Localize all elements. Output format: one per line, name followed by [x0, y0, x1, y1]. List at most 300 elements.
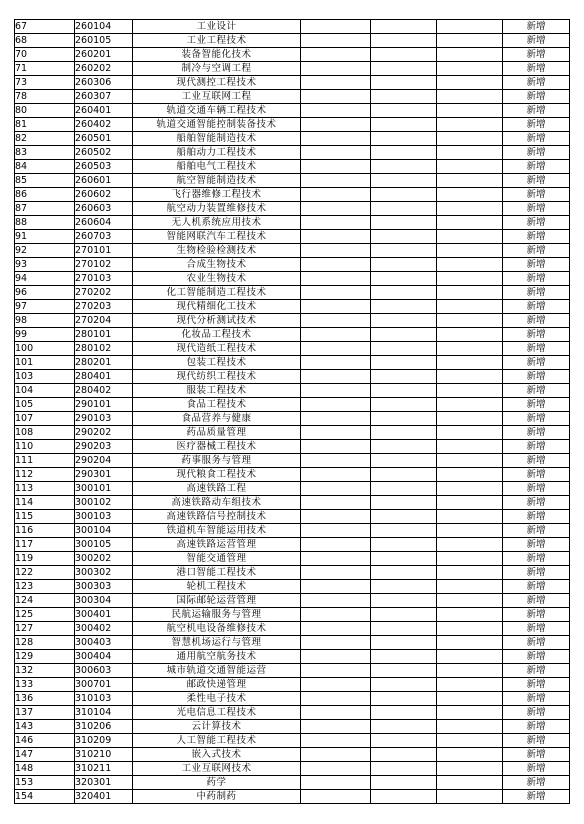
table-row [15, 328, 570, 342]
table-row [15, 650, 570, 664]
status-cell: 新增 [503, 650, 570, 664]
major-name-cell: 船舶电气工程技术 [133, 160, 301, 174]
empty-cell [301, 454, 371, 468]
empty-cell [371, 622, 437, 636]
empty-cell [437, 594, 503, 608]
empty-cell [301, 482, 371, 496]
row-number-cell: 101 [15, 356, 75, 370]
table-body [15, 20, 570, 804]
empty-cell [437, 160, 503, 174]
status-cell: 新增 [503, 370, 570, 384]
empty-cell [437, 118, 503, 132]
status-cell: 新增 [503, 776, 570, 790]
major-code-cell: 260401 [75, 104, 133, 118]
empty-cell [301, 790, 371, 804]
major-code-cell: 260601 [75, 174, 133, 188]
empty-cell [371, 90, 437, 104]
major-name-cell: 嵌入式技术 [133, 748, 301, 762]
major-name-cell: 高速铁路运营管理 [133, 538, 301, 552]
row-number-cell: 116 [15, 524, 75, 538]
empty-cell [437, 370, 503, 384]
major-code-cell: 260501 [75, 132, 133, 146]
status-cell: 新增 [503, 76, 570, 90]
status-cell: 新增 [503, 496, 570, 510]
status-cell: 新增 [503, 622, 570, 636]
major-name-cell: 服装工程技术 [133, 384, 301, 398]
empty-cell [371, 538, 437, 552]
major-name-cell: 工业互联网技术 [133, 762, 301, 776]
table-row [15, 762, 570, 776]
status-cell: 新增 [503, 34, 570, 48]
empty-cell [371, 678, 437, 692]
empty-cell [301, 132, 371, 146]
empty-cell [437, 202, 503, 216]
empty-cell [437, 692, 503, 706]
major-name-cell: 化妆品工程技术 [133, 328, 301, 342]
row-number-cell: 82 [15, 132, 75, 146]
table-row [15, 482, 570, 496]
row-number-cell: 67 [15, 20, 75, 34]
major-name-cell: 轨道交通智能控制装备技术 [133, 118, 301, 132]
empty-cell [301, 258, 371, 272]
status-cell: 新增 [503, 426, 570, 440]
major-name-cell: 航空智能制造技术 [133, 174, 301, 188]
empty-cell [437, 482, 503, 496]
row-number-cell: 108 [15, 426, 75, 440]
empty-cell [371, 328, 437, 342]
empty-cell [371, 48, 437, 62]
status-cell: 新增 [503, 90, 570, 104]
major-code-cell: 260202 [75, 62, 133, 76]
major-name-cell: 高速铁路工程 [133, 482, 301, 496]
major-code-cell: 260105 [75, 34, 133, 48]
major-name-cell: 医疗器械工程技术 [133, 440, 301, 454]
empty-cell [371, 174, 437, 188]
empty-cell [437, 552, 503, 566]
status-cell: 新增 [503, 230, 570, 244]
status-cell: 新增 [503, 720, 570, 734]
empty-cell [437, 496, 503, 510]
empty-cell [437, 776, 503, 790]
major-name-cell: 航空动力装置维修技术 [133, 202, 301, 216]
empty-cell [437, 706, 503, 720]
empty-cell [437, 328, 503, 342]
empty-cell [301, 650, 371, 664]
row-number-cell: 81 [15, 118, 75, 132]
empty-cell [371, 510, 437, 524]
empty-cell [437, 146, 503, 160]
empty-cell [437, 720, 503, 734]
empty-cell [301, 328, 371, 342]
empty-cell [371, 552, 437, 566]
status-cell: 新增 [503, 342, 570, 356]
table-row [15, 580, 570, 594]
status-cell: 新增 [503, 748, 570, 762]
table-row [15, 412, 570, 426]
major-code-cell: 280102 [75, 342, 133, 356]
major-code-cell: 300202 [75, 552, 133, 566]
empty-cell [437, 426, 503, 440]
status-cell: 新增 [503, 412, 570, 426]
empty-cell [301, 370, 371, 384]
row-number-cell: 117 [15, 538, 75, 552]
empty-cell [437, 734, 503, 748]
row-number-cell: 94 [15, 272, 75, 286]
empty-cell [371, 342, 437, 356]
empty-cell [371, 216, 437, 230]
major-name-cell: 药事服务与管理 [133, 454, 301, 468]
empty-cell [371, 580, 437, 594]
empty-cell [371, 244, 437, 258]
major-name-cell: 化工智能制造工程技术 [133, 286, 301, 300]
empty-cell [371, 398, 437, 412]
status-cell: 新增 [503, 300, 570, 314]
major-code-cell: 280201 [75, 356, 133, 370]
table-row [15, 216, 570, 230]
empty-cell [437, 188, 503, 202]
major-code-cell: 260306 [75, 76, 133, 90]
major-code-cell: 280402 [75, 384, 133, 398]
major-code-cell: 300403 [75, 636, 133, 650]
status-cell: 新增 [503, 384, 570, 398]
empty-cell [371, 384, 437, 398]
empty-cell [301, 398, 371, 412]
major-code-cell: 300304 [75, 594, 133, 608]
empty-cell [371, 300, 437, 314]
empty-cell [371, 524, 437, 538]
empty-cell [437, 454, 503, 468]
empty-cell [301, 118, 371, 132]
major-code-cell: 270203 [75, 300, 133, 314]
empty-cell [437, 272, 503, 286]
table-row [15, 552, 570, 566]
major-name-cell: 铁道机车智能运用技术 [133, 524, 301, 538]
major-code-cell: 290301 [75, 468, 133, 482]
major-name-cell: 工业互联网工程 [133, 90, 301, 104]
major-code-cell: 280401 [75, 370, 133, 384]
empty-cell [437, 440, 503, 454]
empty-cell [301, 76, 371, 90]
major-code-cell: 270101 [75, 244, 133, 258]
row-number-cell: 119 [15, 552, 75, 566]
row-number-cell: 153 [15, 776, 75, 790]
empty-cell [301, 62, 371, 76]
major-name-cell: 智能交通管理 [133, 552, 301, 566]
status-cell: 新增 [503, 636, 570, 650]
major-name-cell: 船舶动力工程技术 [133, 146, 301, 160]
status-cell: 新增 [503, 692, 570, 706]
empty-cell [371, 356, 437, 370]
major-code-cell: 300404 [75, 650, 133, 664]
table-row [15, 90, 570, 104]
empty-cell [301, 272, 371, 286]
table-row [15, 720, 570, 734]
empty-cell [301, 524, 371, 538]
major-code-cell: 310104 [75, 706, 133, 720]
table-row [15, 496, 570, 510]
empty-cell [437, 384, 503, 398]
major-code-cell: 260502 [75, 146, 133, 160]
row-number-cell: 137 [15, 706, 75, 720]
empty-cell [301, 314, 371, 328]
table-row [15, 160, 570, 174]
empty-cell [301, 608, 371, 622]
major-name-cell: 食品工程技术 [133, 398, 301, 412]
row-number-cell: 91 [15, 230, 75, 244]
empty-cell [437, 650, 503, 664]
empty-cell [437, 524, 503, 538]
row-number-cell: 104 [15, 384, 75, 398]
table-row [15, 76, 570, 90]
major-code-cell: 290103 [75, 412, 133, 426]
row-number-cell: 129 [15, 650, 75, 664]
major-name-cell: 无人机系统应用技术 [133, 216, 301, 230]
table-row [15, 174, 570, 188]
status-cell: 新增 [503, 48, 570, 62]
row-number-cell: 68 [15, 34, 75, 48]
status-cell: 新增 [503, 146, 570, 160]
empty-cell [371, 286, 437, 300]
major-name-cell: 国际邮轮运营管理 [133, 594, 301, 608]
row-number-cell: 122 [15, 566, 75, 580]
major-name-cell: 高速铁路信号控制技术 [133, 510, 301, 524]
table-row [15, 356, 570, 370]
empty-cell [301, 174, 371, 188]
status-cell: 新增 [503, 118, 570, 132]
empty-cell [301, 496, 371, 510]
empty-cell [437, 580, 503, 594]
major-code-cell: 290202 [75, 426, 133, 440]
table-row [15, 706, 570, 720]
status-cell: 新增 [503, 328, 570, 342]
empty-cell [301, 146, 371, 160]
status-cell: 新增 [503, 664, 570, 678]
row-number-cell: 143 [15, 720, 75, 734]
status-cell: 新增 [503, 524, 570, 538]
empty-cell [437, 748, 503, 762]
empty-cell [437, 636, 503, 650]
major-name-cell: 农业生物技术 [133, 272, 301, 286]
empty-cell [437, 48, 503, 62]
empty-cell [301, 300, 371, 314]
major-name-cell: 人工智能工程技术 [133, 734, 301, 748]
table-row [15, 34, 570, 48]
row-number-cell: 154 [15, 790, 75, 804]
empty-cell [371, 776, 437, 790]
table-row [15, 510, 570, 524]
table-row [15, 440, 570, 454]
table-row [15, 230, 570, 244]
table-row [15, 454, 570, 468]
empty-cell [301, 20, 371, 34]
major-code-cell: 300303 [75, 580, 133, 594]
empty-cell [437, 300, 503, 314]
table-row [15, 524, 570, 538]
table-row [15, 300, 570, 314]
major-code-cell: 310209 [75, 734, 133, 748]
status-cell: 新增 [503, 468, 570, 482]
major-name-cell: 生物检验检测技术 [133, 244, 301, 258]
empty-cell [437, 762, 503, 776]
status-cell: 新增 [503, 608, 570, 622]
status-cell: 新增 [503, 566, 570, 580]
major-code-cell: 290101 [75, 398, 133, 412]
table-row [15, 384, 570, 398]
major-code-cell: 300401 [75, 608, 133, 622]
empty-cell [371, 20, 437, 34]
table-row [15, 398, 570, 412]
major-code-cell: 300302 [75, 566, 133, 580]
table-row [15, 132, 570, 146]
major-name-cell: 现代造纸工程技术 [133, 342, 301, 356]
row-number-cell: 86 [15, 188, 75, 202]
major-code-cell: 270204 [75, 314, 133, 328]
status-cell: 新增 [503, 454, 570, 468]
empty-cell [437, 216, 503, 230]
empty-cell [371, 76, 437, 90]
empty-cell [301, 622, 371, 636]
major-code-cell: 260503 [75, 160, 133, 174]
empty-cell [301, 636, 371, 650]
status-cell: 新增 [503, 678, 570, 692]
row-number-cell: 128 [15, 636, 75, 650]
empty-cell [301, 748, 371, 762]
status-cell: 新增 [503, 510, 570, 524]
major-name-cell: 制冷与空调工程 [133, 62, 301, 76]
empty-cell [301, 202, 371, 216]
empty-cell [371, 608, 437, 622]
status-cell: 新增 [503, 258, 570, 272]
row-number-cell: 105 [15, 398, 75, 412]
major-code-cell: 300701 [75, 678, 133, 692]
empty-cell [301, 188, 371, 202]
empty-cell [301, 734, 371, 748]
row-number-cell: 125 [15, 608, 75, 622]
empty-cell [301, 384, 371, 398]
major-name-cell: 邮政快递管理 [133, 678, 301, 692]
row-number-cell: 132 [15, 664, 75, 678]
empty-cell [371, 160, 437, 174]
empty-cell [437, 90, 503, 104]
status-cell: 新增 [503, 20, 570, 34]
table-row [15, 692, 570, 706]
status-cell: 新增 [503, 314, 570, 328]
row-number-cell: 107 [15, 412, 75, 426]
status-cell: 新增 [503, 356, 570, 370]
empty-cell [371, 146, 437, 160]
major-code-cell: 260603 [75, 202, 133, 216]
empty-cell [437, 664, 503, 678]
row-number-cell: 114 [15, 496, 75, 510]
major-code-cell: 260602 [75, 188, 133, 202]
empty-cell [371, 734, 437, 748]
empty-cell [437, 314, 503, 328]
major-code-cell: 300102 [75, 496, 133, 510]
status-cell: 新增 [503, 482, 570, 496]
empty-cell [301, 580, 371, 594]
empty-cell [301, 356, 371, 370]
empty-cell [301, 538, 371, 552]
major-code-cell: 320401 [75, 790, 133, 804]
empty-cell [301, 510, 371, 524]
empty-cell [371, 748, 437, 762]
major-code-cell: 290203 [75, 440, 133, 454]
empty-cell [371, 202, 437, 216]
status-cell: 新增 [503, 706, 570, 720]
empty-cell [301, 440, 371, 454]
empty-cell [301, 286, 371, 300]
status-cell: 新增 [503, 762, 570, 776]
empty-cell [371, 482, 437, 496]
row-number-cell: 103 [15, 370, 75, 384]
major-code-cell: 300402 [75, 622, 133, 636]
empty-cell [437, 398, 503, 412]
empty-cell [437, 132, 503, 146]
row-number-cell: 133 [15, 678, 75, 692]
major-code-cell: 270103 [75, 272, 133, 286]
empty-cell [437, 286, 503, 300]
status-cell: 新增 [503, 132, 570, 146]
status-cell: 新增 [503, 160, 570, 174]
major-code-cell: 300104 [75, 524, 133, 538]
empty-cell [301, 244, 371, 258]
table-row [15, 62, 570, 76]
major-code-cell: 290204 [75, 454, 133, 468]
row-number-cell: 78 [15, 90, 75, 104]
table-row [15, 188, 570, 202]
major-name-cell: 现代粮食工程技术 [133, 468, 301, 482]
status-cell: 新增 [503, 790, 570, 804]
empty-cell [371, 636, 437, 650]
major-code-cell: 270202 [75, 286, 133, 300]
empty-cell [371, 34, 437, 48]
major-name-cell: 船舶智能制造技术 [133, 132, 301, 146]
major-name-cell: 智能网联汽车工程技术 [133, 230, 301, 244]
major-name-cell: 轮机工程技术 [133, 580, 301, 594]
status-cell: 新增 [503, 216, 570, 230]
table-row [15, 608, 570, 622]
row-number-cell: 97 [15, 300, 75, 314]
empty-cell [371, 706, 437, 720]
major-name-cell: 现代纺织工程技术 [133, 370, 301, 384]
row-number-cell: 148 [15, 762, 75, 776]
status-cell: 新增 [503, 538, 570, 552]
empty-cell [371, 132, 437, 146]
table-row [15, 748, 570, 762]
empty-cell [371, 230, 437, 244]
major-code-cell: 260104 [75, 20, 133, 34]
empty-cell [371, 692, 437, 706]
empty-cell [301, 706, 371, 720]
empty-cell [301, 552, 371, 566]
row-number-cell: 85 [15, 174, 75, 188]
table-row [15, 104, 570, 118]
major-code-cell: 260201 [75, 48, 133, 62]
empty-cell [301, 678, 371, 692]
major-code-cell: 310103 [75, 692, 133, 706]
empty-cell [301, 48, 371, 62]
status-cell: 新增 [503, 552, 570, 566]
table-row [15, 244, 570, 258]
empty-cell [371, 104, 437, 118]
empty-cell [437, 20, 503, 34]
major-code-cell: 320301 [75, 776, 133, 790]
major-code-cell: 310210 [75, 748, 133, 762]
table-row [15, 594, 570, 608]
empty-cell [301, 664, 371, 678]
table-row [15, 538, 570, 552]
empty-cell [437, 174, 503, 188]
